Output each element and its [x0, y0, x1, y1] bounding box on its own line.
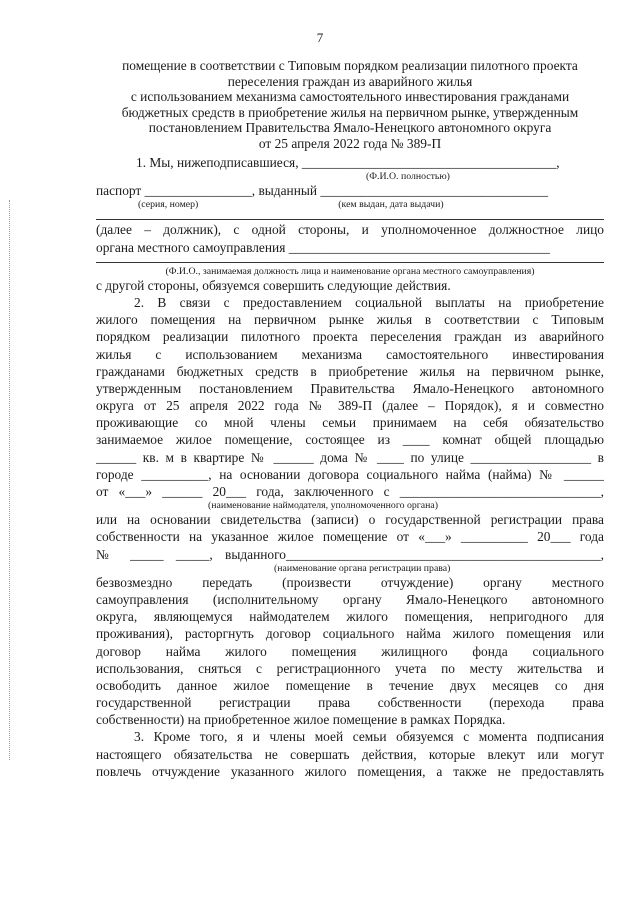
paragraph-2-line: жилого помещения на первичном рынке жилья в соответствии с Типовым	[96, 312, 604, 328]
paragraph-2-line: порядком реализации пилотного проекта переселения граждан из аварийного	[96, 329, 604, 345]
header-line: постановлением Правительства Ямало-Ненецкого автономного округа	[148, 120, 552, 135]
debtor-line: (далее – должник), с одной стороны, и уполномоченное должностное лицо	[96, 222, 604, 238]
paragraph-2-line: проживания), расторгнуть договор социального найма жилого помещения или	[96, 626, 604, 642]
paragraph-2-line: безвозмездно передать (произвести отчуждение) органу местного	[96, 574, 604, 590]
caption-fio: (Ф.И.О. полностью)	[366, 171, 450, 183]
other-party-line: с другой стороны, обязуемся совершить следующие действия.	[96, 277, 451, 293]
page-number: 7	[316, 30, 324, 45]
local-authority-line: органа местного самоуправления _______________________________________	[96, 239, 550, 255]
paragraph-2-line: гражданами бюджетных средств в приобретение жилья на первичном рынке,	[96, 363, 604, 379]
scan-margin-artifact	[9, 200, 10, 760]
document-body	[96, 154, 604, 780]
paragraph-2-line: жилья с использованием механизма самостоятельного инвестирования	[96, 346, 604, 362]
paragraph-2-line: округа, являющемуся наймодателем жилого помещения, непригодного для	[96, 609, 604, 625]
paragraph-2-line: самоуправления (исполнительному органу Ямало-Ненецкого автономного	[96, 591, 604, 607]
paragraph-2-line: занимаемое жилое помещение, состоящее из ____ комнат общей площадью	[96, 432, 604, 448]
caption-official: (Ф.И.О., занимаемая должность лица и наименование органа местного самоуправления)	[165, 265, 535, 277]
passport-captions	[96, 199, 604, 210]
paragraph-3-line: повлечь отчуждение указанного жилого помещения, а также не предоставлять	[96, 763, 604, 779]
paragraph-2-line: № _____ _____, выданного_______________________________________________,	[96, 546, 604, 562]
paragraph-2-line: проживающие со мной члены семьи принимаем на себя обязательство	[96, 415, 604, 431]
document-header	[80, 58, 620, 151]
paragraph-2-line: договор найма жилого помещения жилищного фонда социального	[96, 643, 604, 659]
paragraph-2-line: ______ кв. м в квартире № ______ дома № ____ по улице __________________ в	[96, 449, 604, 465]
paragraph-2-line: или на основании свидетельства (записи) о государственной регистрации права	[96, 512, 604, 528]
paragraph-2-line: государственной регистрации права собственности (перехода права	[96, 695, 604, 711]
paragraph-2-line: городе __________, на основании договора социального найма (найма) № ______	[96, 466, 604, 482]
header-line: бюджетных средств в приобретение жилья на первичном рынке, утвержденным	[121, 104, 579, 120]
paragraph-3-line: 3. Кроме того, я и члены моей семьи обязуемся с момента подписания	[134, 729, 604, 745]
paragraph-2-line: освободить данное жилое помещение в течение двух месяцев со дня	[96, 677, 604, 693]
paragraph-2-line: округа от 25 апреля 2022 года № 389-П (далее – Порядок), я и совместно	[96, 398, 604, 414]
paragraph-3-line: настоящего обязательства не совершать действия, которые влекут или могут	[96, 746, 604, 762]
header-line: переселения граждан из аварийного жилья	[227, 73, 473, 89]
paragraph-2-line: 2. В связи с предоставлением социальной выплаты на приобретение	[134, 294, 604, 310]
header-line: помещение в соответствии с Типовым порядком реализации пилотного проекта	[122, 58, 578, 73]
signatories-line: 1. Мы, нижеподписавшиеся, ______________________________________,	[136, 155, 560, 170]
paragraph-2-line: от «___» ______ 20___ года, заключенного с ______________________________,	[96, 484, 604, 499]
paragraph-2-line: утвержденным постановлением Правительства Ямало-Ненецкого автономного	[96, 380, 604, 396]
blank-rule	[96, 262, 604, 263]
caption-series-number: (серия, номер)	[138, 199, 199, 211]
caption-registration-body: (наименование органа регистрации права)	[274, 562, 451, 574]
paragraph-2-line: собственности) на приобретенное жилое помещение в рамках Порядка.	[96, 712, 506, 728]
paragraph-2-line: собственности на указанное жилое помещение от «___» __________ 20___ года	[96, 529, 604, 545]
caption-landlord: (наименование наймодателя, уполномоченного органа)	[208, 500, 438, 512]
header-line: с использованием механизма самостоятельного инвестирования гражданами	[130, 89, 570, 104]
blank-rule	[96, 219, 604, 220]
header-line: от 25 апреля 2022 года № 389-П	[258, 135, 442, 151]
paragraph-2-line: использования, сняться с регистрационного учета по месту жительства и	[96, 660, 604, 676]
passport-line: паспорт ________________, выданный __________________________________	[96, 183, 549, 199]
caption-issued-by: (кем выдан, дата выдачи)	[338, 199, 444, 211]
